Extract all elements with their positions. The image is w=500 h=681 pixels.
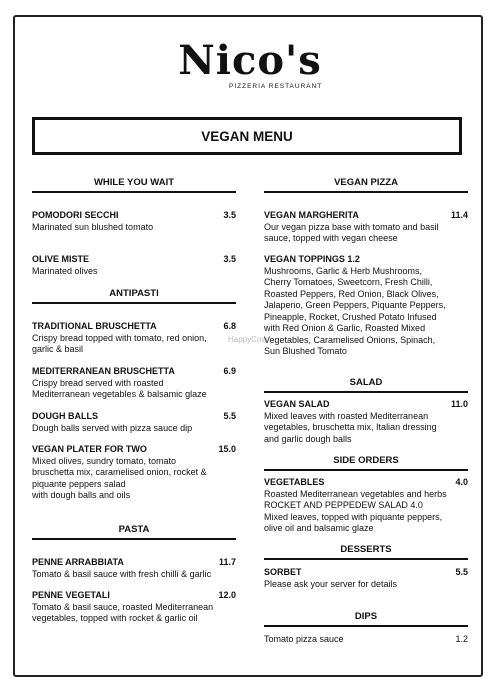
item-name: VEGAN SALAD [264, 399, 330, 409]
menu-item [32, 411, 236, 434]
menu-item [264, 254, 468, 358]
item-name: VEGAN PLATER FOR TWO [32, 444, 147, 454]
item-price: 11.7 [218, 557, 236, 567]
menu-item [32, 590, 236, 625]
item-price: 1.2 [455, 634, 468, 644]
menu-title-banner: VEGAN MENU [32, 117, 462, 155]
item-price: 12.0 [218, 590, 236, 600]
item-name: POMODORI SECCHI [32, 210, 119, 220]
item-description: Marinated olives [32, 265, 98, 276]
section-heading-while-you-wait: WHILE YOU WAIT [32, 177, 236, 193]
section-heading-pasta: PASTA [32, 524, 236, 540]
item-description: Marinated sun blushed tomato [32, 221, 154, 232]
menu-item [264, 477, 468, 535]
item-price: 3.5 [223, 210, 236, 220]
item-description: Crispy bread served with roasted Mediterranean vegetables & balsamic glaze [32, 377, 207, 399]
item-description: Our vegan pizza base with tomato and basil sauce, topped with vegan cheese [264, 221, 439, 243]
section-heading-side-orders: SIDE ORDERS [264, 455, 468, 471]
menu-item [264, 399, 468, 445]
section-heading-dips: DIPS [264, 611, 468, 627]
logo-subtitle: PIZZERIA RESTAURANT [229, 83, 323, 90]
item-price: 6.9 [223, 366, 236, 376]
menu-item [264, 634, 468, 646]
item-name: VEGAN TOPPINGS 1.2 [264, 254, 360, 264]
menu-item [32, 366, 236, 401]
item-description: Mixed olives, sundry tomato, tomato bruschetta mix, caramelised onion, rocket & piquante peppers salad with dough balls and oils [32, 455, 207, 500]
section-heading-vegan-pizza: VEGAN PIZZA [264, 177, 468, 193]
item-description: Crispy bread topped with tomato, red onion, garlic & basil [32, 332, 207, 354]
item-name: MEDITERRANEAN BRUSCHETTA [32, 366, 175, 376]
menu-item [32, 210, 236, 233]
item-name: TRADITIONAL BRUSCHETTA [32, 321, 157, 331]
section-heading-salad: SALAD [264, 377, 468, 393]
item-price: 5.5 [455, 567, 468, 577]
menu-item [32, 254, 236, 277]
item-price: 15.0 [218, 444, 236, 454]
item-name: DOUGH BALLS [32, 411, 98, 421]
item-price: 6.8 [223, 321, 236, 331]
item-name: Tomato pizza sauce [264, 634, 344, 644]
item-description: Tomato & basil sauce with fresh chilli & garlic [32, 568, 212, 579]
item-description: Mushrooms, Garlic & Herb Mushrooms, Cherry Tomatoes, Sweetcorn, Fresh Chilli, Roasted Peppers, Red Onion, Black Olives, Jalapeno, Green Peppers, Piquante Peppers, Pineapple, Rocket, Crushed Potato Infused with Red Onion & Garlic, Roasted Mixed Vegetables, Caramelised Onions, Spinach, Sun Blushed Tomato [264, 265, 446, 356]
item-description: Tomato & basil sauce, roasted Mediterranean vegetables, topped with rocket & garlic oil [32, 601, 214, 623]
item-description: Mixed leaves with roasted Mediterranean vegetables, bruschetta mix, Italian dressing and garlic dough balls [264, 410, 437, 444]
logo-name: Nico's [178, 37, 322, 84]
item-description: Dough balls served with pizza sauce dip [32, 422, 193, 433]
item-name: VEGETABLES [264, 477, 325, 487]
item-name: OLIVE MISTE [32, 254, 90, 264]
item-price: 5.5 [223, 411, 236, 421]
item-name: PENNE VEGETALI [32, 590, 110, 600]
menu-item [264, 210, 468, 245]
item-price: 11.0 [450, 399, 468, 409]
item-price: 4.0 [455, 477, 468, 487]
item-price: 3.5 [223, 254, 236, 264]
item-name: SORBET [264, 567, 302, 577]
item-name: PENNE ARRABBIATA [32, 557, 124, 567]
menu-item [32, 321, 236, 356]
item-price: 11.4 [450, 210, 468, 220]
menu-item [264, 567, 468, 590]
menu-item [32, 557, 236, 580]
section-heading-antipasti: ANTIPASTI [32, 288, 236, 304]
restaurant-logo [0, 37, 500, 90]
item-description: Please ask your server for details [264, 578, 398, 589]
section-heading-desserts: DESSERTS [264, 544, 468, 560]
item-description: Roasted Mediterranean vegetables and herbs ROCKET AND PEPPEDEW SALAD 4.0 Mixed leaves, topped with piquante peppers, olive oil and balsamic glaze [264, 488, 447, 533]
item-name: VEGAN MARGHERITA [264, 210, 359, 220]
watermark-text: HappyCow [228, 335, 268, 344]
menu-item [32, 444, 236, 502]
